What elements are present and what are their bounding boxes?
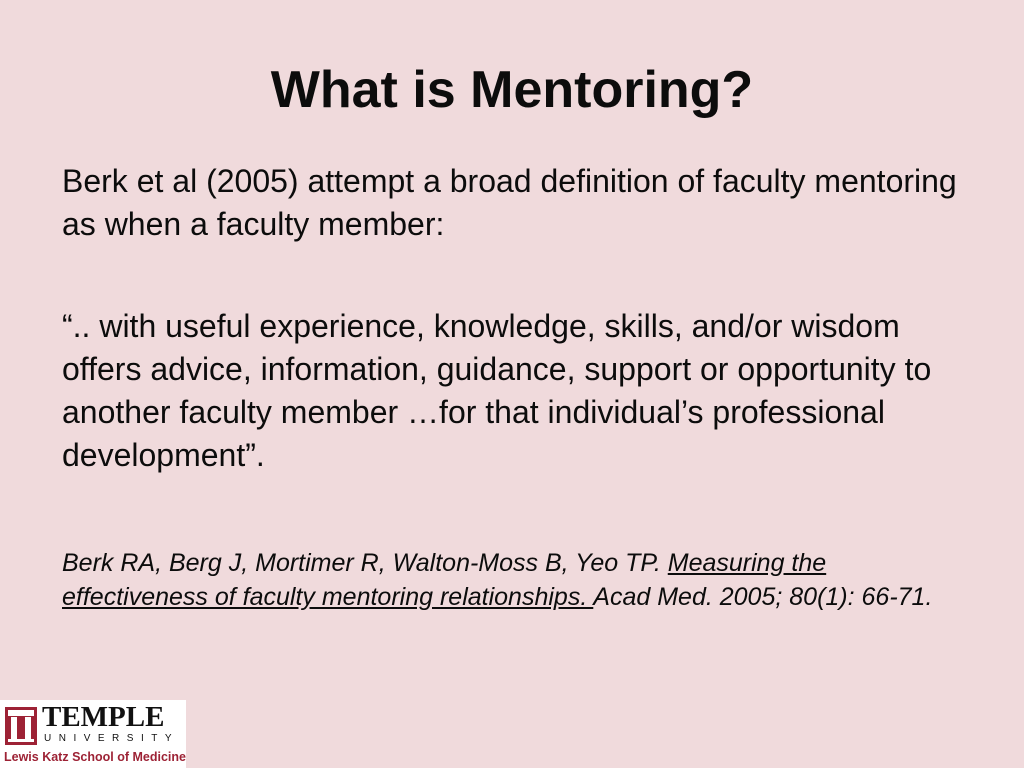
citation-journal: Acad Med. 2005; 80(1): 66-71.	[593, 583, 933, 611]
logo-school-text: Lewis Katz School of Medicine	[4, 750, 186, 764]
citation-authors: Berk RA, Berg J, Mortimer R, Walton-Moss B, Yeo TP.	[62, 549, 668, 577]
definition-quote: “.. with useful experience, knowledge, skills, and/or wisdom offers advice, information, guidance, support or opportunity to another faculty member …for that individual’s professional development”.	[62, 308, 932, 473]
citation-article-link[interactable]: Measuring the effectiveness of faculty mentoring relationships.	[62, 549, 827, 611]
definition-intro: Berk et al (2005) attempt a broad definition of faculty mentoring as when a faculty member:	[62, 163, 957, 242]
temple-logo	[0, 700, 186, 768]
citation	[62, 546, 962, 614]
slide-title: What is Mentoring?	[270, 61, 754, 119]
logo-university-text: UNIVERSITY	[44, 733, 180, 744]
logo-temple-text: TEMPLE	[42, 701, 165, 733]
temple-t-icon	[5, 707, 37, 745]
